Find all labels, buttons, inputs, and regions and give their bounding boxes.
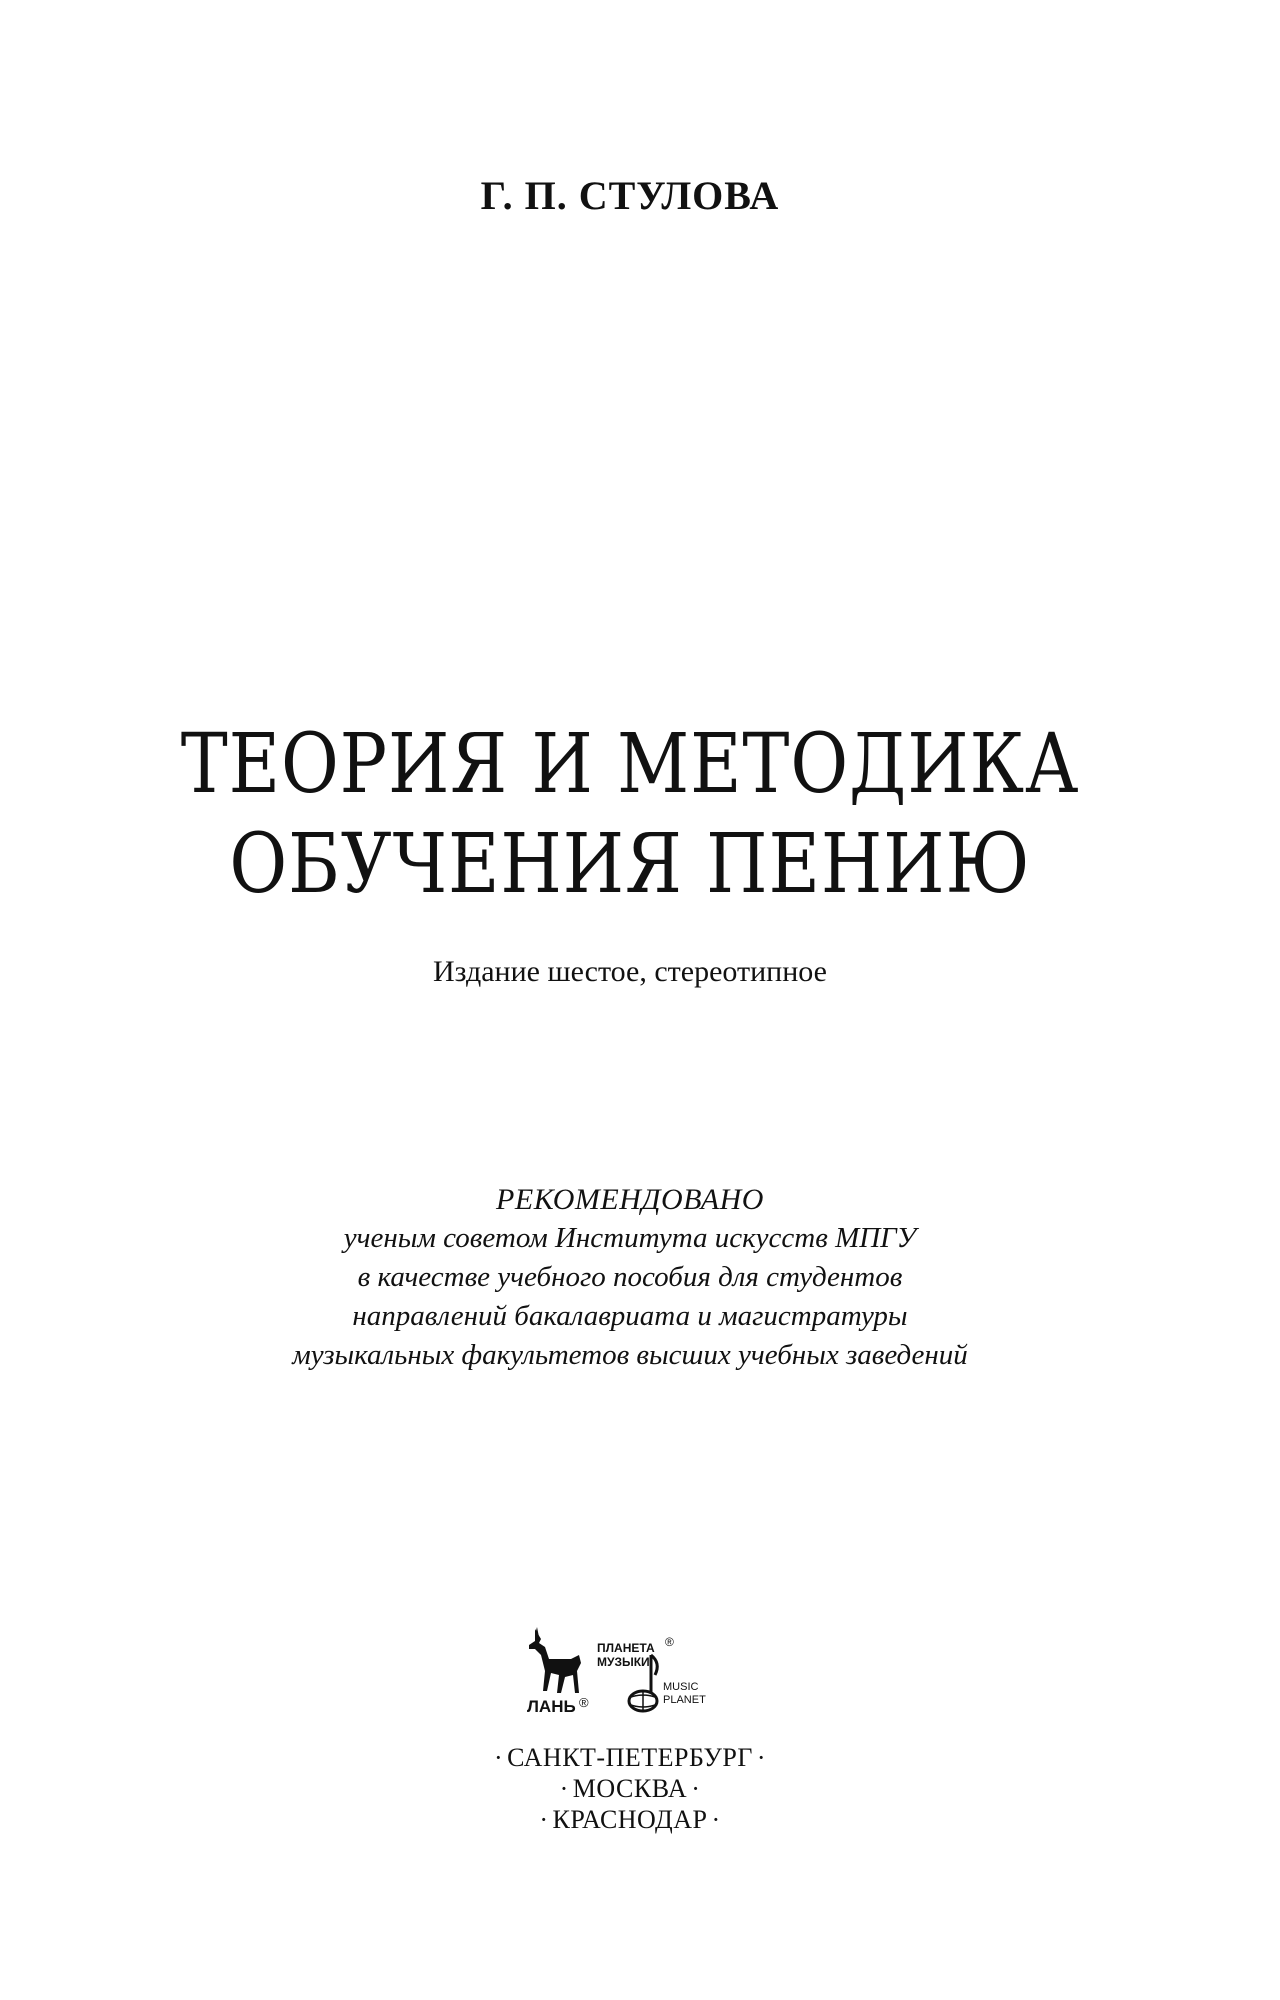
separator-dot: · xyxy=(493,1743,504,1772)
lan-logo-text: ЛАНЬ xyxy=(527,1697,576,1716)
city-name: САНКТ-ПЕТЕРБУРГ xyxy=(507,1743,753,1772)
recommendation-heading: РЕКОМЕНДОВАНО xyxy=(496,1183,764,1216)
publisher-logos xyxy=(525,1625,725,1725)
edition-note: Издание шестое, стереотипное xyxy=(433,955,827,988)
music-note-globe-icon xyxy=(625,1653,665,1715)
city-line xyxy=(0,1804,1260,1835)
recommendation-line: ученым советом Института искусств МПГУ xyxy=(343,1222,917,1254)
planet-line-2: МУЗЫКИ xyxy=(597,1655,650,1669)
recommendation-line: музыкальных факультетов высших учебных заведений xyxy=(292,1339,968,1371)
separator-dot: · xyxy=(691,1774,701,1803)
separator-dot: · xyxy=(539,1805,549,1834)
registered-mark: ® xyxy=(665,1635,674,1649)
separator-dot: · xyxy=(756,1743,767,1772)
planet-line-1: ПЛАНЕТА xyxy=(597,1641,655,1655)
separator-dot: · xyxy=(559,1774,569,1803)
book-title-line-2: ОБУЧЕНИЯ ПЕНИЮ xyxy=(229,817,1031,912)
registered-mark: ® xyxy=(579,1695,589,1710)
publisher-cities xyxy=(0,1742,1260,1835)
city-name: МОСКВА xyxy=(572,1774,688,1803)
city-line xyxy=(0,1742,1260,1773)
deer-logo-icon xyxy=(525,1625,605,1725)
city-line xyxy=(0,1773,1260,1804)
book-title xyxy=(0,715,1260,915)
recommendation-line: в качестве учебного пособия для студентов xyxy=(357,1261,903,1293)
separator-dot: · xyxy=(711,1805,721,1834)
author-name: Г. П. СТУЛОВА xyxy=(480,173,780,218)
music-line-2: PLANET xyxy=(663,1694,706,1706)
recommendation-block xyxy=(0,1180,1260,1375)
music-planet-label xyxy=(663,1681,706,1707)
book-title-line-1: ТЕОРИЯ И МЕТОДИКА xyxy=(180,717,1080,812)
city-name: КРАСНОДАР xyxy=(552,1805,708,1834)
music-line-1: MUSIC xyxy=(663,1681,699,1693)
recommendation-line: направлений бакалавриата и магистратуры xyxy=(352,1300,908,1332)
